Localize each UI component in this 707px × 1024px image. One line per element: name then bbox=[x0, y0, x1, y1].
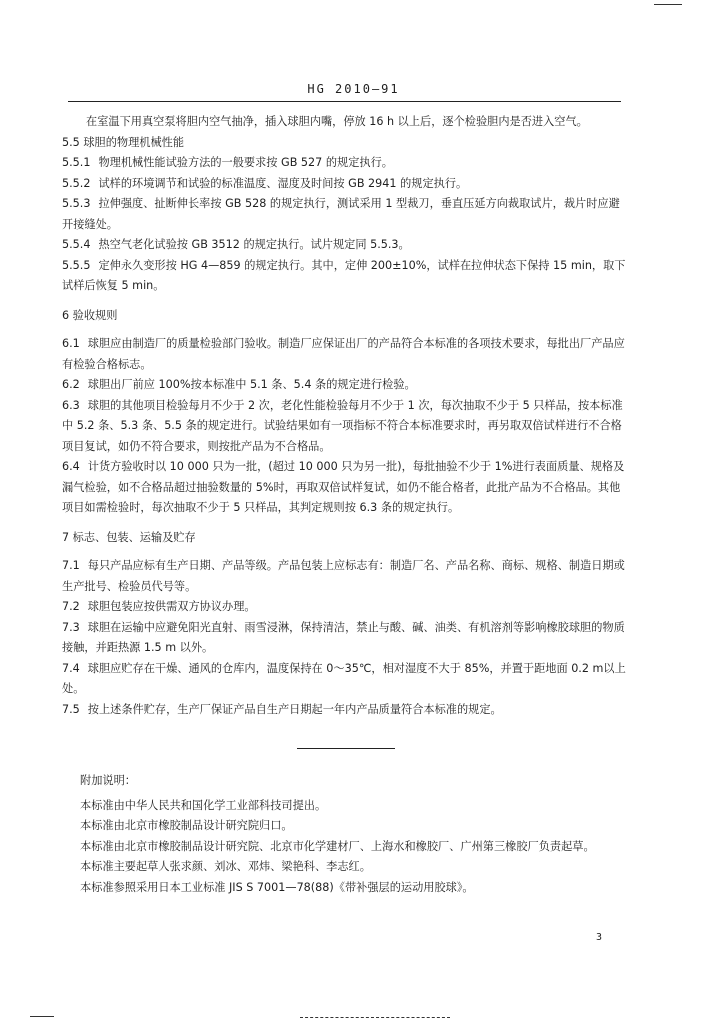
clause-number: 5.5.5 bbox=[62, 258, 91, 272]
clause-number: 6.1 bbox=[62, 337, 80, 350]
clause-number: 7.5 bbox=[62, 702, 80, 716]
note-line: 本标准主要起草人张求颜、刘冰、邓炜、梁艳科、李志红。 bbox=[80, 860, 371, 873]
clause-number: 7.1 bbox=[62, 559, 80, 572]
note-line: 本标准由中华人民共和国化学工业部科技司提出。 bbox=[80, 798, 327, 812]
clause-5-5-5 bbox=[62, 256, 630, 297]
clause-text: 热空气老化试验按 GB 3512 的规定执行。试片规定同 5.5.3。 bbox=[98, 238, 410, 251]
clause-text: 球胆包装应按供需双方协议办理。 bbox=[87, 600, 256, 613]
clause-text: 每只产品应标有生产日期、产品等级。产品包装上应标志有：制造厂名、产品名称、商标、规格、制造日期或生产批号、检验员代号等。 bbox=[62, 559, 625, 593]
clause-text: 计货方验收时以 10 000 只为一批，(超过 10 000 只为另一批)，每批抽验不少于 1%进行表面质量、规格及漏气检验，如不合格品超过抽验数量的 5%时，再取双倍试样复试，如仍不能合格者，此批产品为不合格品。其他项目如需检验时，每次抽取不少于 5 只样品，其判定规则按 6.3 条的规定执行。 bbox=[62, 460, 625, 514]
clause-number: 7.2 bbox=[62, 600, 80, 613]
header-divider bbox=[68, 101, 621, 102]
clause-text: 球胆应由制造厂的质量检验部门验收。制造厂应保证出厂的产品符合本标准的各项技术要求，每批出厂产品应有检验合格标志。 bbox=[62, 337, 625, 371]
section-5-5-title: 5.5 球胆的物理机械性能 bbox=[62, 135, 185, 149]
clause-number: 5.5.2 bbox=[62, 176, 91, 190]
scan-edge-mark bbox=[300, 1017, 450, 1018]
clause-6-4 bbox=[62, 457, 630, 519]
clause-text: 球胆应贮存在干燥、通风的仓库内，温度保持在 0～35℃，相对湿度不大于 85%，并置于距地面 0.2 m以上处。 bbox=[62, 661, 626, 695]
clause-7-3 bbox=[62, 618, 630, 659]
clause-5-5-3 bbox=[62, 194, 630, 235]
clause-7-4 bbox=[62, 659, 630, 700]
clause-text: 拉伸强度、扯断伸长率按 GB 528 的规定执行，测试采用 1 型裁刀，垂直压延方向裁取试片，裁片时应避开接缝处。 bbox=[62, 197, 620, 231]
note-line: 本标准由北京市橡胶制品设计研究院、北京市化学建材厂、上海水和橡胶厂、广州第三橡胶厂负责起草。 bbox=[80, 839, 595, 853]
clause-number: 5.5.3 bbox=[62, 197, 91, 210]
section-7-title: 7 标志、包装、运输及贮存 bbox=[62, 530, 196, 544]
clause-text: 定伸永久变形按 HG 4—859 的规定执行。其中，定伸 200±10%，试样在拉伸状态下保持 15 min，取下试样后恢复 5 min。 bbox=[62, 258, 626, 292]
clause-number: 6.2 bbox=[62, 378, 80, 391]
standard-code-header: HG 2010—91 bbox=[307, 82, 400, 96]
clause-number: 7.4 bbox=[62, 661, 80, 675]
intro-paragraph: 在室温下用真空泵将胆内空气抽净，插入球胆内嘴，停放 16 h 以上后，逐个检验胆内是否进入空气。 bbox=[86, 115, 588, 128]
clause-5-5-1 bbox=[62, 153, 630, 174]
clause-6-2 bbox=[62, 375, 630, 396]
clause-number: 6.4 bbox=[62, 460, 80, 473]
clause-6-1 bbox=[62, 334, 630, 375]
clause-number: 5.5.4 bbox=[62, 238, 91, 251]
clause-5-5-2 bbox=[62, 174, 630, 195]
note-line: 本标准由北京市橡胶制品设计研究院归口。 bbox=[80, 819, 293, 832]
clause-number: 5.5.1 bbox=[62, 156, 91, 169]
scan-edge-mark bbox=[654, 4, 682, 5]
clause-7-5 bbox=[62, 700, 630, 721]
document-body bbox=[62, 112, 630, 898]
clause-text: 按上述条件贮存，生产厂保证产品自生产日期起一年内产品质量符合本标准的规定。 bbox=[87, 702, 502, 716]
notes-title: 附加说明： bbox=[80, 774, 136, 787]
clause-7-1 bbox=[62, 556, 630, 597]
clause-7-2 bbox=[62, 597, 630, 618]
clause-text: 球胆的其他项目检验每月不少于 2 次，老化性能检验每月不少于 1 次，每次抽取不少于 5 只样品，按本标准中 5.2 条、5.3 条、5.5 条的规定进行。试验结果如有一项指标不符合本标准要求时，再另取双倍试样进行不合格项目复试，如仍不符合要求，则按批产品为不合格品。 bbox=[62, 398, 623, 453]
clause-number: 7.3 bbox=[62, 620, 80, 634]
section-separator bbox=[297, 748, 395, 749]
scan-edge-mark bbox=[30, 1016, 54, 1017]
page-number: 3 bbox=[596, 932, 603, 943]
note-line: 本标准参照采用日本工业标准 JIS S 7001—78(88)《带补强层的运动用胶球》。 bbox=[80, 880, 474, 894]
clause-6-3 bbox=[62, 396, 630, 458]
clause-text: 球胆出厂前应 100%按本标准中 5.1 条、5.4 条的规定进行检验。 bbox=[87, 378, 416, 391]
clause-text: 试样的环境调节和试验的标准温度、湿度及时间按 GB 2941 的规定执行。 bbox=[98, 176, 468, 190]
clause-text: 球胆在运输中应避免阳光直射、雨雪浸淋，保持清洁，禁止与酸、碱、油类、有机溶剂等影响橡胶球胆的物质接触，并距热源 1.5 m 以外。 bbox=[62, 620, 625, 654]
clause-text: 物理机械性能试验方法的一般要求按 GB 527 的规定执行。 bbox=[98, 156, 393, 169]
clause-number: 6.3 bbox=[62, 398, 80, 412]
clause-5-5-4 bbox=[62, 235, 630, 256]
section-6-title: 6 验收规则 bbox=[62, 308, 118, 322]
